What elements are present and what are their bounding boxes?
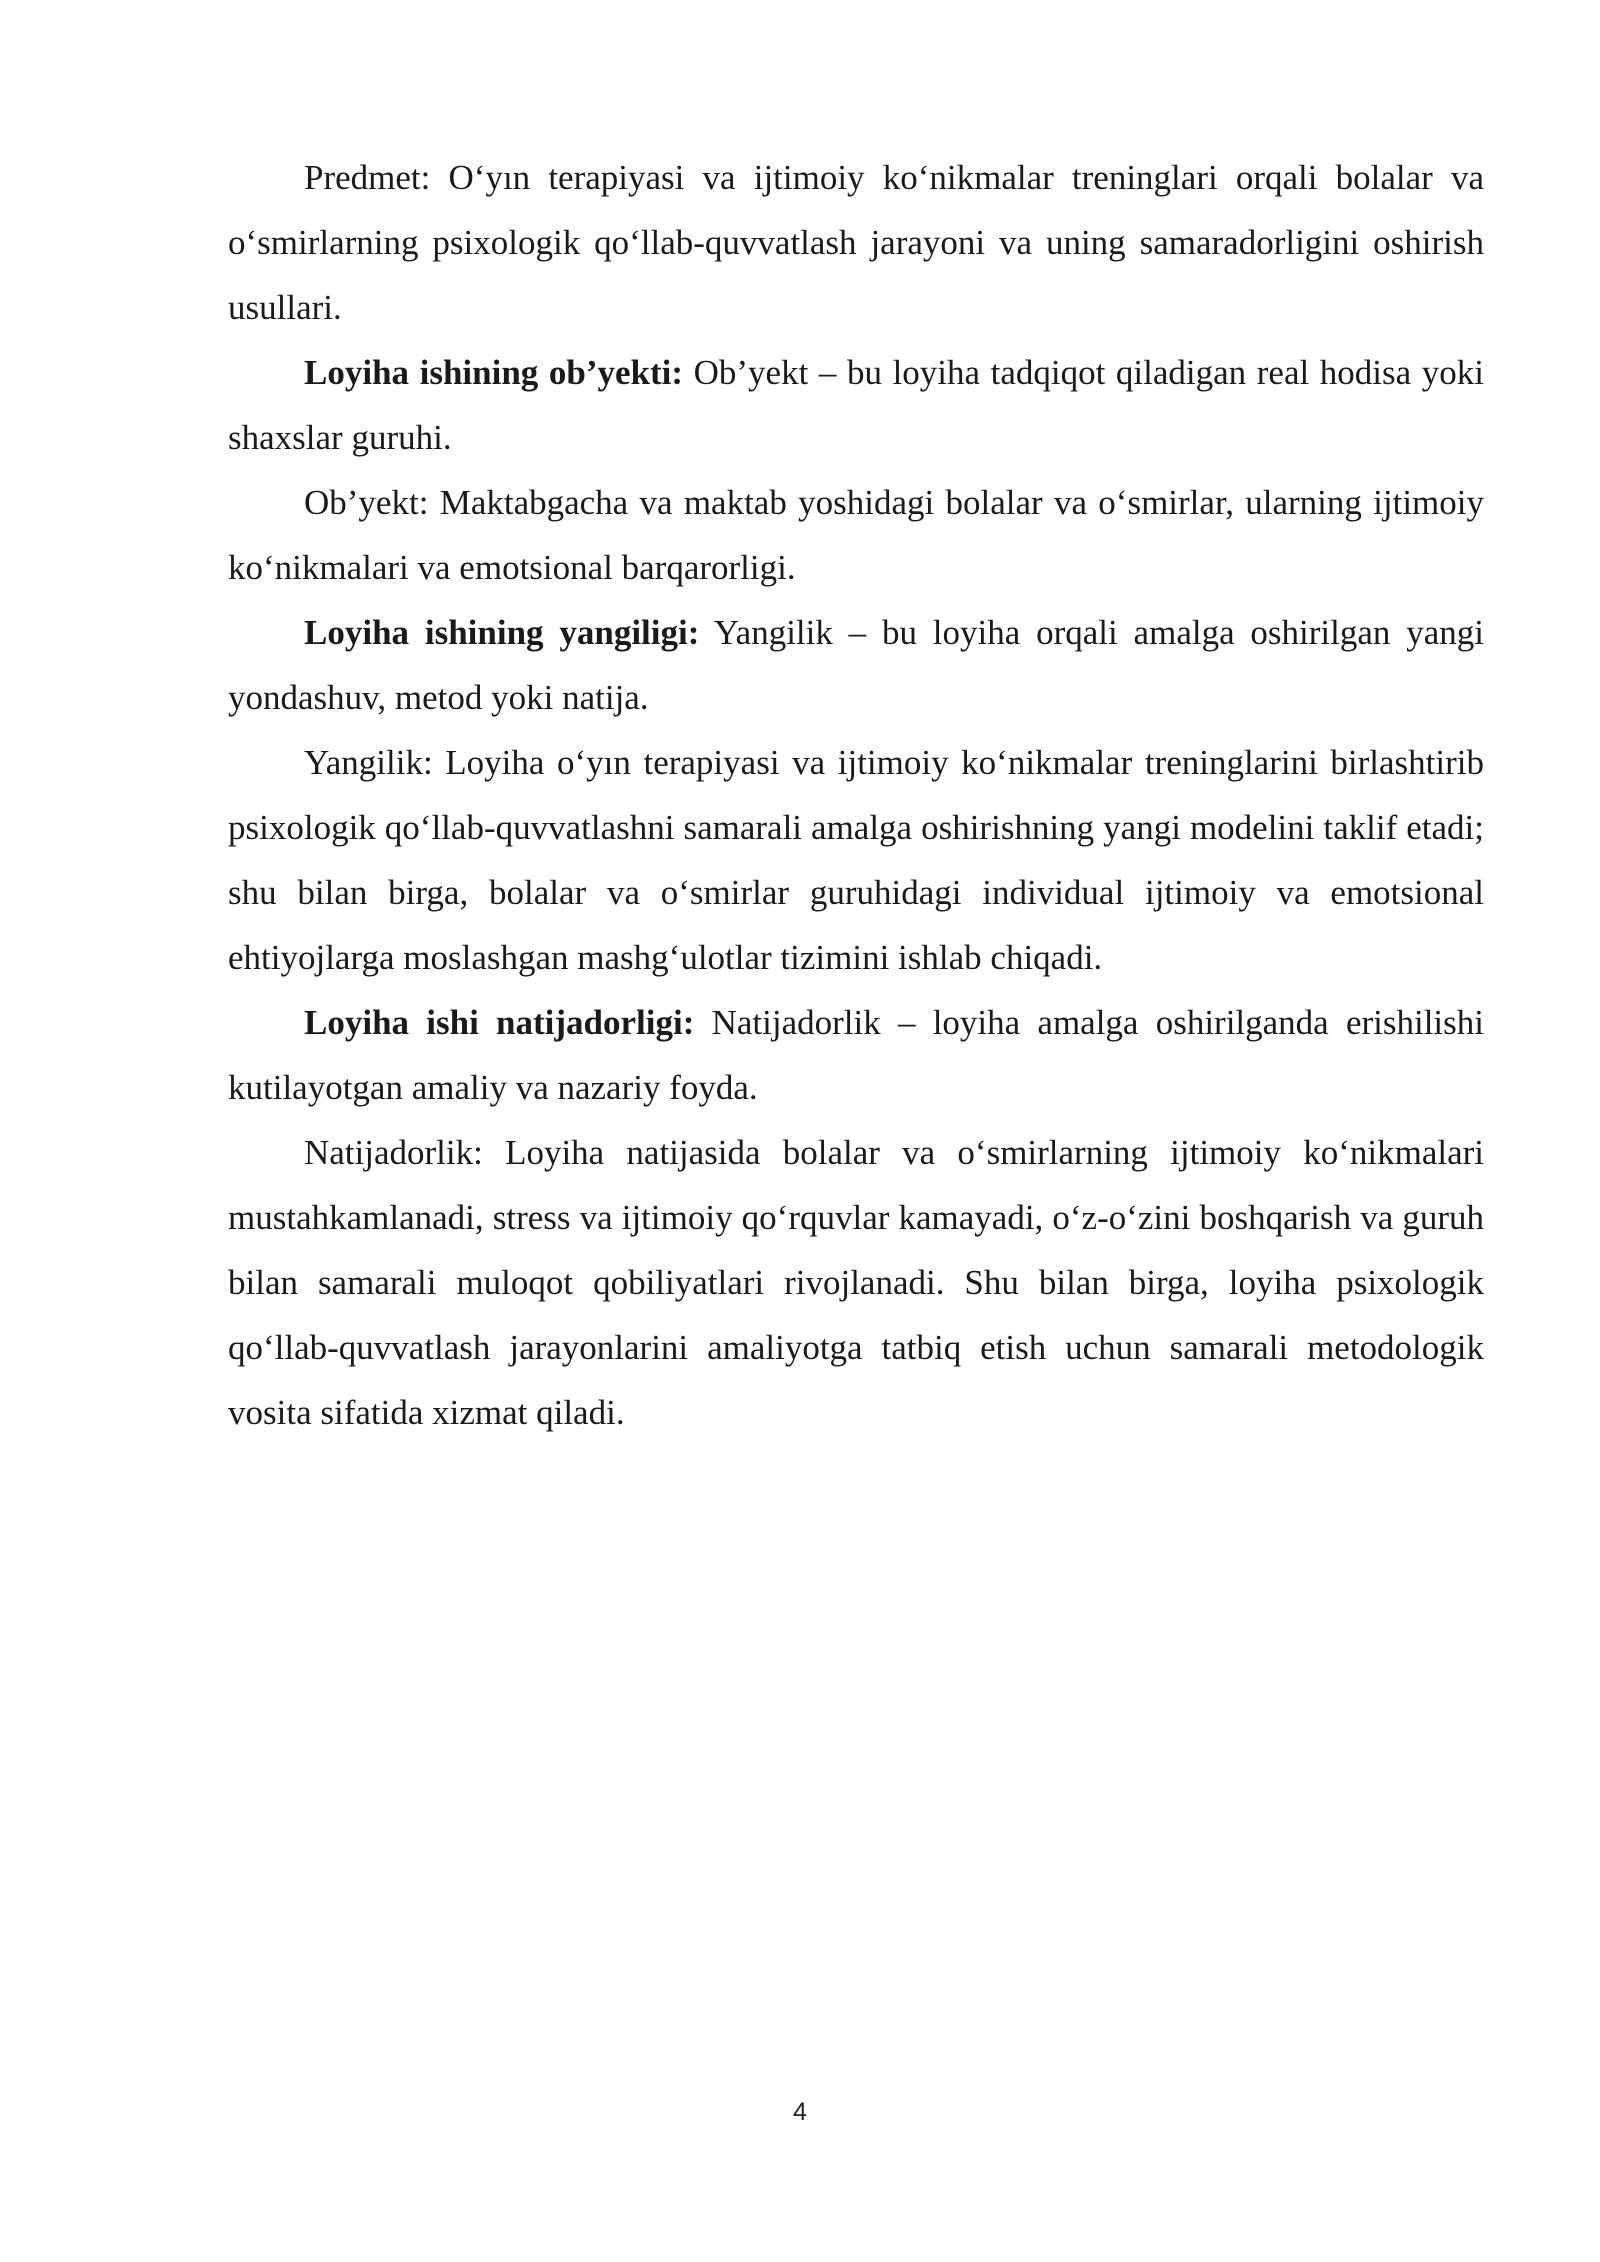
paragraph-heading: Loyiha ishining yangiligi: [304, 613, 700, 652]
paragraph-obyekt-heading [228, 340, 1484, 470]
paragraph-text: Predmet: O‘yın terapiyasi va ijtimoiy ko‘nikmalar treninglari orqali bolalar va o‘smirlarning psixologik qo‘llab-quvvatlash jarayoni va uning samaradorligini oshirish usullari. [228, 158, 1484, 327]
paragraph-heading: Loyiha ishi natijadorligi: [304, 1003, 695, 1042]
document-body [228, 145, 1484, 1445]
paragraph-natijadorlik-heading [228, 990, 1484, 1120]
paragraph-text: Natijadorlik – loyiha amalga oshirilganda erishilishi kutilayotgan amaliy va nazariy foyda. [228, 1003, 1484, 1107]
paragraph-natijadorlik [228, 1120, 1484, 1445]
paragraph-text: Ob’yekt – bu loyiha tadqiqot qiladigan real hodisa yoki shaxslar guruhi. [228, 353, 1484, 457]
page-number: 4 [793, 2098, 807, 2126]
paragraph-yangilik-heading [228, 600, 1484, 730]
paragraph-predmet [228, 145, 1484, 340]
paragraph-text: Natijadorlik: Loyiha natijasida bolalar va o‘smirlarning ijtimoiy ko‘nikmalari mustahkamlanadi, stress va ijtimoiy qo‘rquvlar kamayadi, o‘z-o‘zini boshqarish va guruh bilan samarali muloqot qobiliyatlari rivojlanadi. Shu bilan birga, loyiha psixologik qo‘llab-quvvatlash jarayonlarini amaliyotga tatbiq etish uchun samarali metodologik vosita sifatida xizmat qiladi. [228, 1133, 1484, 1432]
paragraph-yangilik [228, 730, 1484, 990]
paragraph-text: Ob’yekt: Maktabgacha va maktab yoshidagi bolalar va o‘smirlar, ularning ijtimoiy ko‘nikmalari va emotsional barqarorligi. [228, 483, 1484, 587]
paragraph-heading: Loyiha ishining ob’yekti: [304, 353, 684, 392]
paragraph-text: Yangilik: Loyiha o‘yın terapiyasi va ijtimoiy ko‘nikmalar treninglarini birlashtirib psixologik qo‘llab-quvvatlashni samarali amalga oshirishning yangi modelini taklif etadi; shu bilan birga, bolalar va o‘smirlar guruhidagi individual ijtimoiy va emotsional ehtiyojlarga moslashgan mashg‘ulotlar tizimini ishlab chiqadi. [228, 743, 1484, 977]
paragraph-obyekt [228, 470, 1484, 600]
paragraph-text: Yangilik – bu loyiha orqali amalga oshirilgan yangi yondashuv, metod yoki natija. [228, 613, 1484, 717]
